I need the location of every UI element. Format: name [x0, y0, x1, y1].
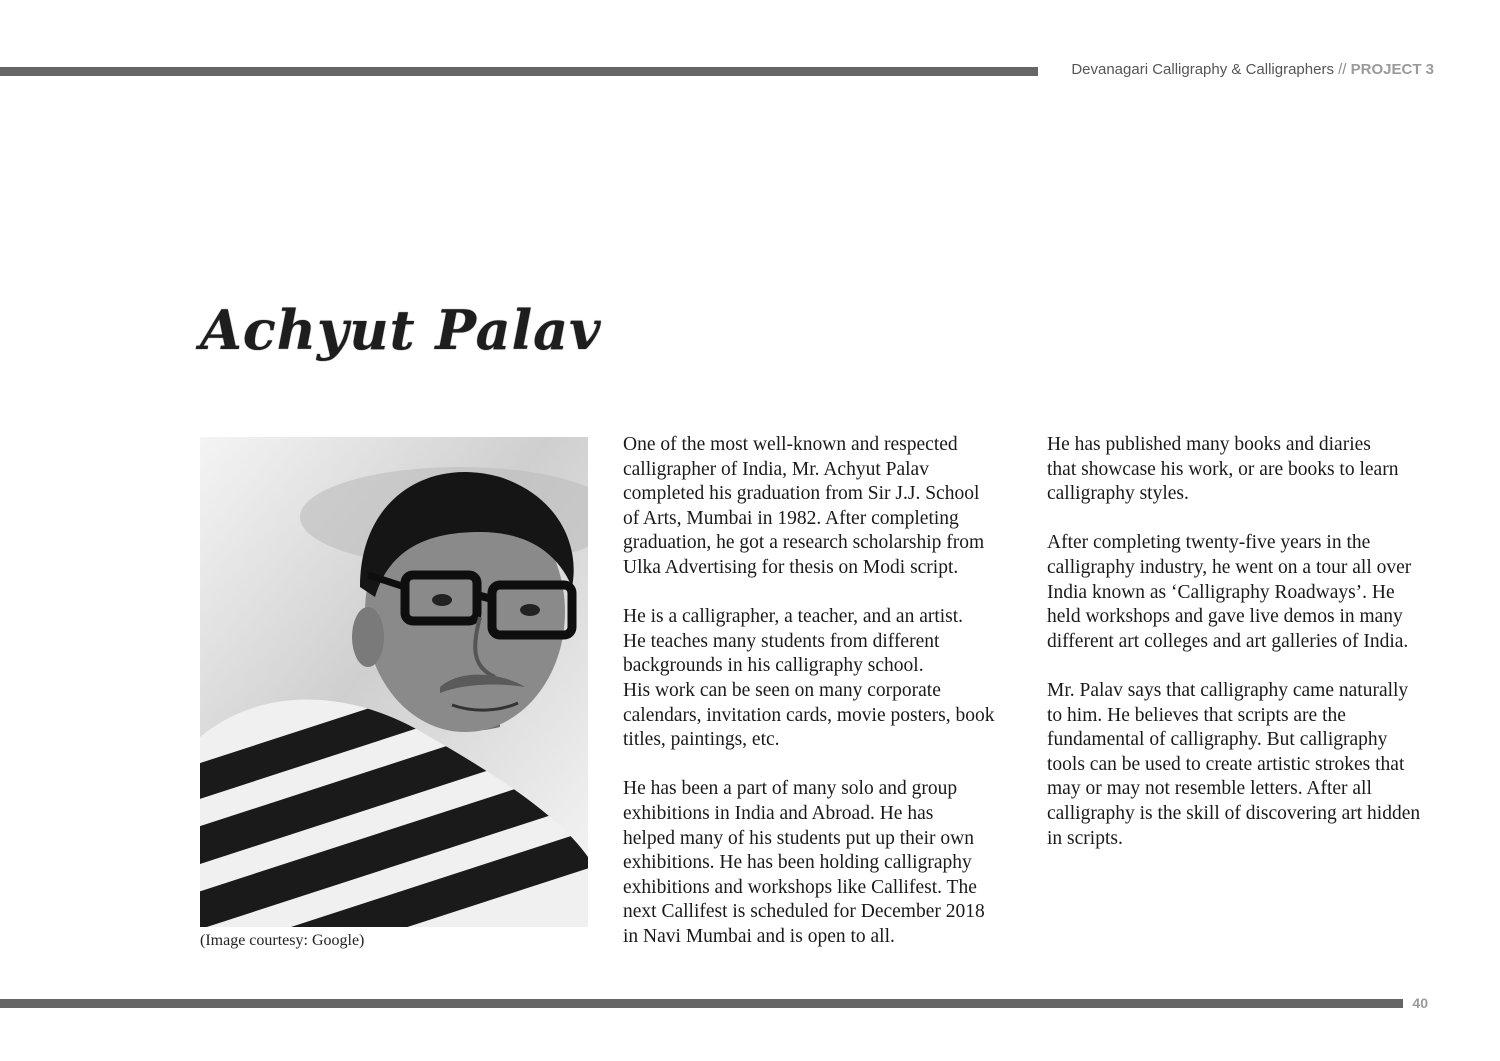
portrait-photo [200, 437, 588, 927]
header-rule [0, 67, 1038, 76]
body-column-middle [623, 433, 1023, 974]
page-title: Achyut Palav [200, 298, 602, 362]
footer-rule [0, 999, 1403, 1008]
page-number: 40 [1412, 995, 1428, 1011]
paragraph: He has been a part of many solo and group exhibitions in India and Abroad. He has helped many of his students put up their own exhibitions. He has been holding calligraphy exhibitions and workshops like Callifest. The next Callifest is scheduled for December 2018 in Navi Mumbai and is open to all. [623, 778, 985, 947]
paragraph: After completing twenty-five years in the calligraphy industry, he went on a tour all over India known as ‘Calligraphy Roadways’. He held workshops and gave live demos in many different art colleges and art galleries of India. [1047, 532, 1412, 652]
project-label: PROJECT 3 [1350, 61, 1434, 78]
paragraph: His work can be seen on many corporate calendars, invitation cards, movie posters, book titles, paintings, etc. [623, 679, 995, 751]
document-title: Devanagari Calligraphy & Calligraphers [1071, 61, 1334, 78]
paragraph: One of the most well-known and respected calligrapher of India, Mr. Achyut Palav completed his graduation from Sir J.J. School of Arts, Mumbai in 1982. After completing graduation, he got a research scholarship from Ulka Advertising for thesis on Modi script. [623, 434, 985, 578]
paragraph: He has published many books and diaries that showcase his work, or are books to learn calligraphy styles. [1047, 434, 1399, 505]
running-header [1071, 61, 1434, 78]
body-column-right [1047, 433, 1447, 876]
paragraph: Mr. Palav says that calligraphy came naturally to him. He believes that scripts are the fundamental of calligraphy. But calligraphy tools can be used to create artistic strokes that may or may not resemble letters. After all calligraphy is the skill of discovering art hidden in scripts. [1047, 679, 1421, 849]
photo-caption: (Image courtesy: Google) [200, 932, 365, 949]
header-separator: // [1338, 61, 1347, 78]
paragraph: He is a calligrapher, a teacher, and an artist. He teaches many students from different backgrounds in his calligraphy school. [623, 606, 964, 677]
